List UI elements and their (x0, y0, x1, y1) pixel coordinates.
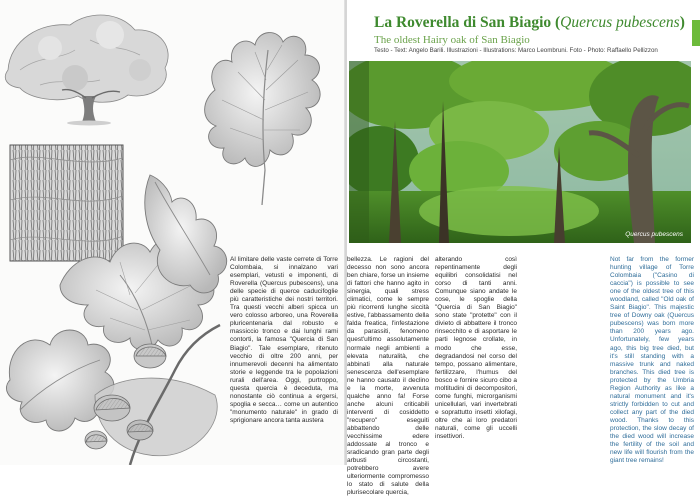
bark-inset (10, 145, 123, 261)
english-text-column: Not far from the former hunting village of Torre Colombaia ("Casino di caccia") is possible to see one of the oldest tree of this woodland, called "Old oak of Saint Biagio". This majestic tree of Downy oak (Quercus pubescens) was born more than 200 years ago. Unfortunately, few years ago, this big tree died, but it's still standing with a massive trunk and naked branches. This died tree is protected by the Umbria Region Authority as like a natural monument and it's strictly forbidden to cut and collect any part of the died wood. Thanks to this protection, the slow decay of the died wood will increase the fertility of the soil and new life will flourish from the giant tree remains! (610, 256, 694, 465)
title-latin-name: Quercus pubescens (560, 14, 680, 31)
title-main: La Roverella di San Biagio ( (374, 14, 561, 31)
forest-photo (349, 61, 691, 243)
forest-photo-image (349, 61, 691, 243)
article-subtitle: The oldest Hairy oak of San Biagio (374, 34, 530, 46)
title-close: ) (679, 14, 685, 31)
body-column-1: bellezza. Le ragioni del decesso non sono ancora ben chiare, forse un insieme di fattori che hanno agito in sinergia, quali stress climatici, come le sempre più ricorrenti lunghe siccità estive, l'abbassamento della falda freatica, l'infestazione da parassiti, fenomeno quest'ultimo assolutamente normale negli ambienti a elevata naturalità, che abbinati alla naturale senescenza dell'esemplare ne hanno causato il declino e la morte, avvenuta qualche anno fa! Forse anche alcuni criticabili interventi di cosiddetto "recupero" eseguiti abbattendo delle vecchissime edere addossate al tronco e sradicando gran parte degli arbusti circostanti, potrebbero avere ulteriormente compromesso lo stato di salute della plurisecolare quercia, (347, 256, 429, 497)
photo-caption: Quercus pubescens (625, 231, 683, 238)
body-column-2: alterando così repentinamente degli equilibri consolidatisi nel corso di tanti anni. Comunque siano andate le cose, le spoglie della "Quercia di San Biagio" sono state "protette" con il divieto di abbattere il tronco rinsecchito e di asportare le parti legnose crollate, in modo che esse, degradandosi nel corso del tempo, possano alimentare, fertilizzare, l'humus del bosco e fornire sicuro cibo a moltitudini di decompositori, come funghi, microrganismi unicellulari, vari invertebrati e soprattutto insetti xilofagi, oltre che ai loro predatori naturali, come gli uccelli insettivori. (435, 256, 517, 441)
intro-text-column: Al limitare delle vaste cerrete di Torre Colombaia, si innalzano vari esemplari, vetusti e imponenti, di Roverella (Quercus pubescens), una delle specie di querce caducifoglie più caratteristiche dei nostri territori. Tra questi vecchi alberi spicca un vero colosso arboreo, una Roverella pluricentenaria dal robusto e massiccio tronco e dai lunghi rami contorti, la famosa "Quercia di San Biagio". Tale esemplare, ritenuto vecchio di oltre 200 anni, per innumerevoli decenni ha alimentato storie e leggende tra le popolazioni rurali dell'area. Oggi, purtroppo, questa quercia è deceduta, ma nonostante ciò continua a ergersi, spoglia e secca… come un autentico "monumento naturale" in grado di sprigionare ancora tanta austera (230, 256, 338, 424)
right-page (347, 0, 700, 497)
left-page (0, 0, 345, 465)
article-title (374, 14, 685, 32)
oak-leaf-illustration (205, 33, 321, 205)
article-credits: Testo - Text: Angelo Barili. Illustrazioni - Illustrations: Marco Leombruni. Foto - Photo: Raffaello Pellizzon (374, 47, 658, 54)
section-tab (692, 20, 700, 46)
tree-illustration (5, 15, 168, 126)
